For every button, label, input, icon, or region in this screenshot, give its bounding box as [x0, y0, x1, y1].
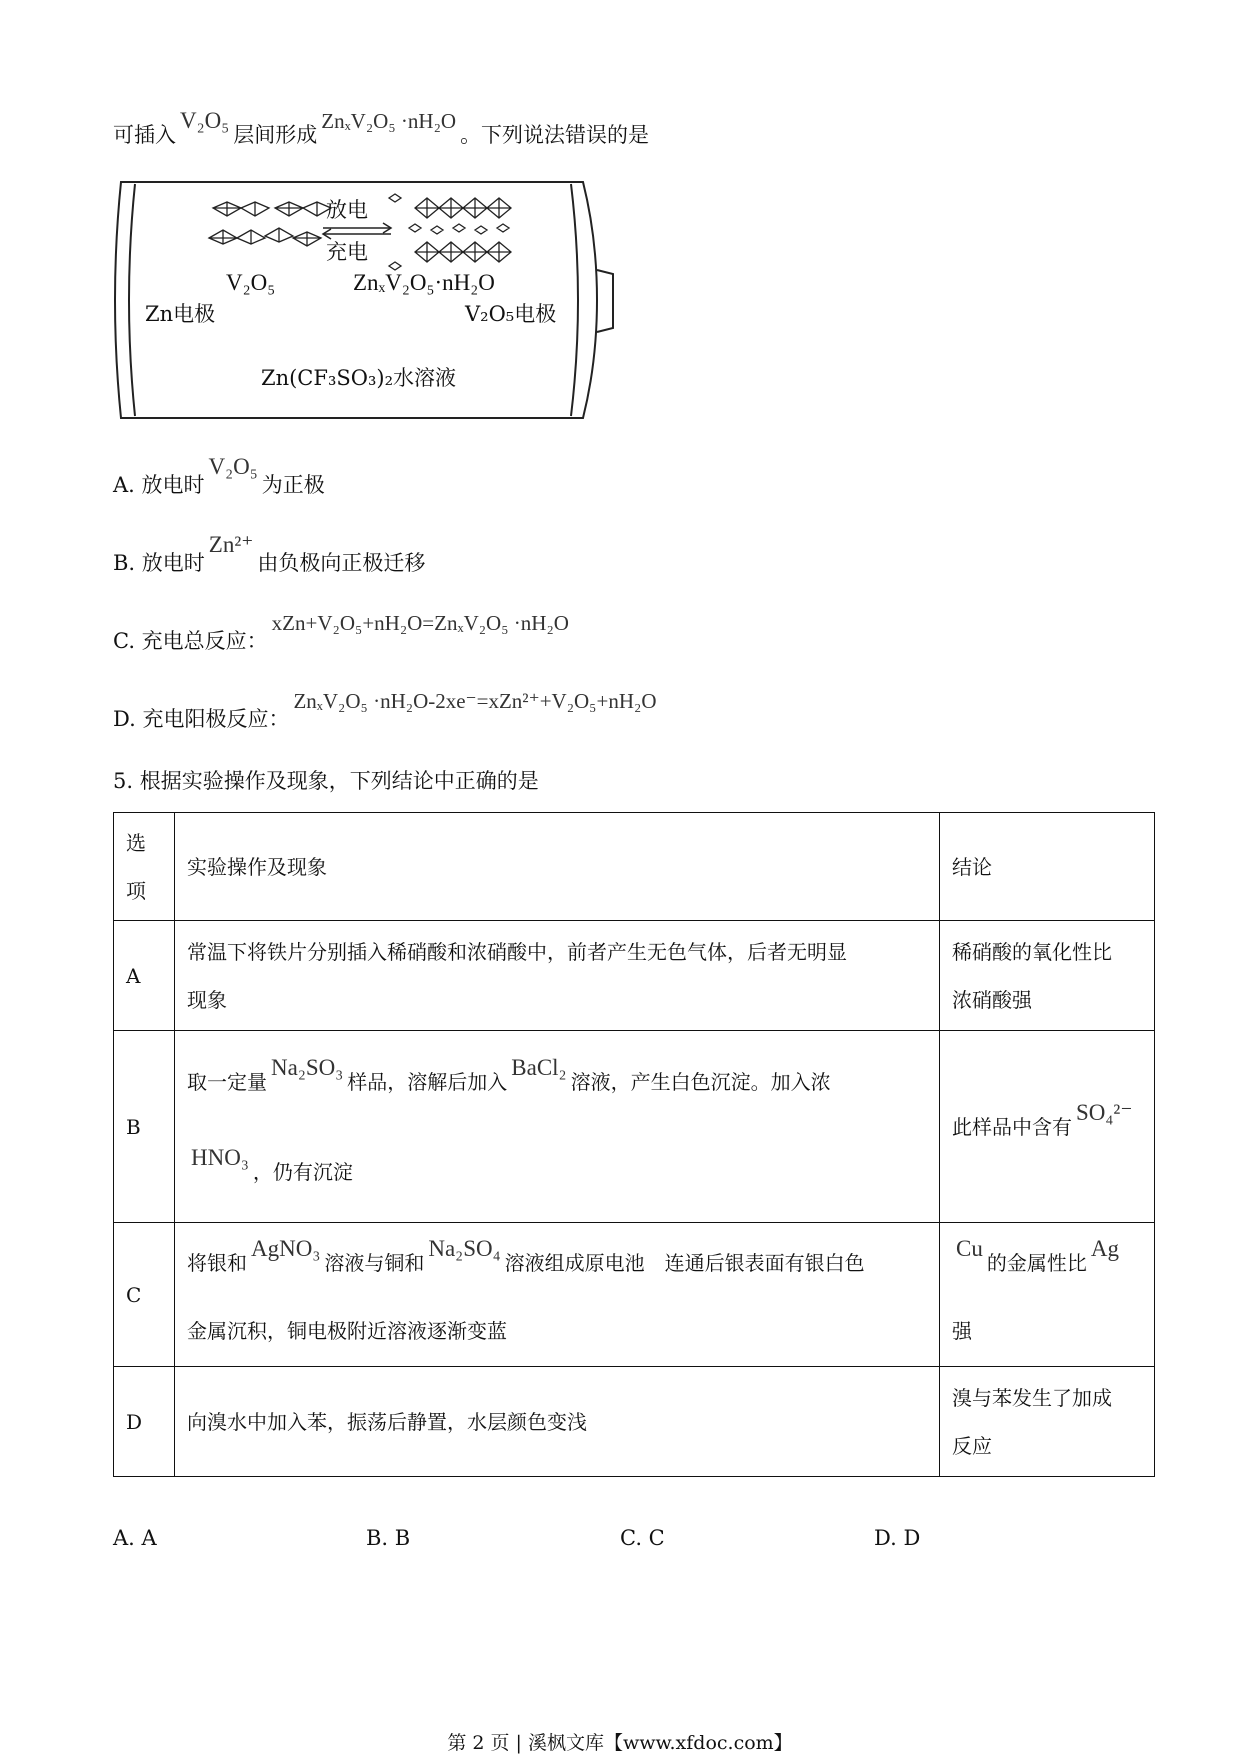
row-option: C — [114, 1223, 175, 1367]
row-conclusion — [940, 1367, 1155, 1477]
header-conclusion: 结论 — [940, 813, 1155, 921]
row-con-line: 反应 — [952, 1433, 992, 1458]
answer-a: A. A — [113, 1526, 157, 1550]
table-row — [114, 1223, 1155, 1367]
formula-so4: SO₄²⁻ — [1076, 1099, 1133, 1125]
option-formula: xZn+V₂O₅+nH₂O=ZnₓV₂O₅ ·nH₂O — [271, 611, 569, 635]
header-operation: 实验操作及现象 — [175, 813, 940, 921]
row-con-line — [952, 1227, 1142, 1299]
row-op-line: 金属沉积，铜电极附近溶液逐渐变蓝 — [187, 1318, 507, 1343]
v2o5-lattice-icon — [209, 202, 331, 246]
table-row — [114, 1031, 1155, 1223]
row-conclusion — [940, 1223, 1155, 1367]
text: 溶液，产生白色沉淀。加入浓 — [570, 1069, 831, 1094]
row-operation — [175, 921, 940, 1031]
intro-text-2: 层间形成 — [233, 123, 318, 147]
row-op-line: 现象 — [187, 987, 227, 1012]
row-option: B — [114, 1031, 175, 1223]
option-d — [113, 689, 661, 734]
formula-na2so3: Na₂SO₃ — [271, 1054, 344, 1080]
formula-hno3: HNO₃ — [191, 1144, 249, 1170]
row-operation — [175, 1031, 940, 1223]
discharge-label: 放电 — [326, 198, 368, 222]
text: 的金属性比 — [986, 1250, 1087, 1275]
znxv2o5-lattice-icon — [389, 194, 511, 270]
row-con-line: 溴与苯发生了加成 — [952, 1385, 1112, 1410]
left-compound-label: V₂O₅ — [226, 270, 276, 295]
row-con-line: 稀硝酸的氧化性比 — [952, 939, 1112, 964]
header-option — [114, 813, 175, 921]
row-op-line — [187, 1037, 927, 1127]
option-formula: V₂O₅ — [208, 454, 258, 479]
formula-bacl2: BaCl₂ — [511, 1054, 567, 1080]
text: 样品，溶解后加入 — [347, 1069, 508, 1094]
intro-text-3: 。下列说法错误的是 — [460, 123, 650, 147]
row-operation — [175, 1223, 940, 1367]
question-5-title: 5. 根据实验操作及现象，下列结论中正确的是 — [113, 769, 539, 793]
header-option-1: 选 — [126, 830, 146, 855]
row-conclusion — [940, 1031, 1155, 1223]
charge-label: 充电 — [326, 240, 368, 264]
header-option-2: 项 — [126, 878, 146, 903]
answer-d: D. D — [874, 1526, 921, 1550]
answer-b: B. B — [366, 1526, 411, 1550]
row-option: A — [114, 921, 175, 1031]
row-conclusion — [940, 921, 1155, 1031]
battery-diagram — [113, 178, 633, 422]
option-label: C. 充电总反应： — [113, 629, 268, 653]
answer-c: C. C — [620, 1526, 665, 1550]
row-con-line: 强 — [952, 1318, 972, 1343]
text: 将银和 — [187, 1250, 247, 1275]
formula-na2so4: Na₂SO₄ — [428, 1235, 501, 1261]
table-row — [114, 921, 1155, 1031]
text: 取一定量 — [187, 1069, 267, 1094]
formula-znxv2o5: ZnₓV₂O₅ ·nH₂O — [321, 109, 457, 133]
row-op-line — [187, 1227, 927, 1299]
experiment-table — [113, 812, 1155, 1477]
row-operation: 向溴水中加入苯，振荡后静置，水层颜色变浅 — [175, 1367, 940, 1477]
intro-text-1: 可插入 — [113, 123, 176, 147]
row-op-line: 常温下将铁片分别插入稀硝酸和浓硝酸中，前者产生无色气体，后者无明显 — [187, 939, 847, 964]
option-label: B. 放电时 — [113, 551, 205, 575]
v2o5-electrode-label: V₂O₅电极 — [465, 302, 557, 326]
table-header-row — [114, 813, 1155, 921]
formula-v2o5: V₂O₅ — [180, 108, 230, 133]
option-label: A. 放电时 — [113, 473, 205, 497]
option-a — [113, 454, 325, 500]
formula-ag: Ag — [1090, 1235, 1119, 1261]
row-op-line — [187, 1127, 927, 1217]
option-label: D. 充电阳极反应： — [113, 707, 290, 731]
page-footer: 第 2 页 | 溪枫文库【www.xfdoc.com】 — [447, 1732, 793, 1754]
option-b — [113, 532, 426, 578]
row-con-line: 浓硝酸强 — [952, 987, 1032, 1012]
right-compound-label: ZnₓV₂O₅·nH₂O — [353, 270, 495, 295]
intro-line — [113, 108, 650, 150]
option-tail: 由负极向正极迁移 — [257, 551, 426, 575]
text: 溶液组成原电池 连通后银表面有银白色 — [504, 1250, 865, 1275]
formula-cu: Cu — [956, 1235, 983, 1261]
zn-electrode-label: Zn电极 — [145, 302, 216, 326]
formula-agno3: AgNO₃ — [251, 1235, 321, 1261]
row-option: D — [114, 1367, 175, 1477]
option-tail: 为正极 — [261, 473, 325, 497]
option-formula: ZnₓV₂O₅ ·nH₂O-2xe⁻=xZn²⁺+V₂O₅+nH₂O — [293, 689, 657, 713]
text: 此样品中含有 — [952, 1114, 1072, 1139]
text: 溶液与铜和 — [324, 1250, 425, 1275]
table-row — [114, 1367, 1155, 1477]
option-formula: Zn²⁺ — [208, 532, 254, 557]
option-c — [113, 611, 573, 656]
text: ，仍有沉淀 — [252, 1159, 353, 1184]
electrolyte-label: Zn(CF₃SO₃)₂水溶液 — [261, 366, 456, 390]
